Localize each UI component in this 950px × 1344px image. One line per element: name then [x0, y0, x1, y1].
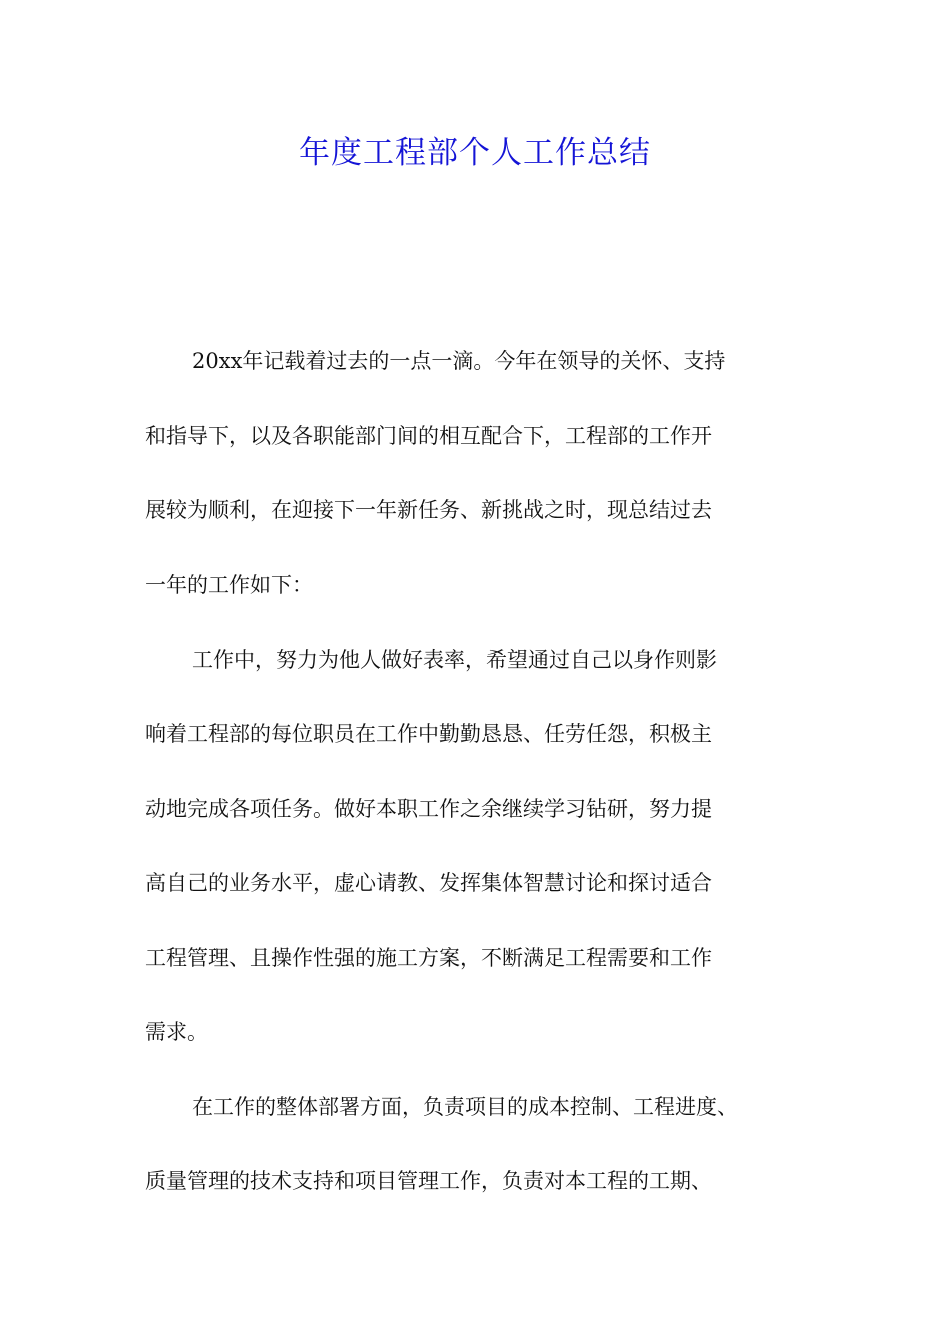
- paragraph-1-line-4: 一年的工作如下：: [145, 573, 313, 597]
- paragraph-2-line-1: 工作中，努力为他人做好表率，希望通过自己以身作则影: [192, 648, 717, 672]
- paragraph-1-line-3: 展较为顺利，在迎接下一年新任务、新挑战之时，现总结过去: [145, 498, 712, 522]
- paragraph-1-line-2: 和指导下，以及各职能部门间的相互配合下，工程部的工作开: [145, 424, 712, 448]
- paragraph-2-line-5: 工程管理、且操作性强的施工方案，不断满足工程需要和工作: [145, 946, 712, 970]
- paragraph-2-line-3: 动地完成各项任务。做好本职工作之余继续学习钻研，努力提: [145, 797, 712, 821]
- paragraph-1-line-1: 20xx年记载着过去的一点一滴。今年在领导的关怀、支持: [192, 349, 726, 373]
- paragraph-3-line-1: 在工作的整体部署方面，负责项目的成本控制、工程进度、: [192, 1095, 738, 1119]
- paragraph-3-line-2: 质量管理的技术支持和项目管理工作，负责对本工程的工期、: [145, 1169, 712, 1193]
- paragraph-2-line-6: 需求。: [145, 1020, 208, 1044]
- paragraph-2-line-2: 响着工程部的每位职员在工作中勤勤恳恳、任劳任怨，积极主: [145, 722, 712, 746]
- paragraph-2-line-4: 高自己的业务水平，虚心请教、发挥集体智慧讨论和探讨适合: [145, 871, 712, 895]
- document-title: 年度工程部个人工作总结: [299, 135, 651, 171]
